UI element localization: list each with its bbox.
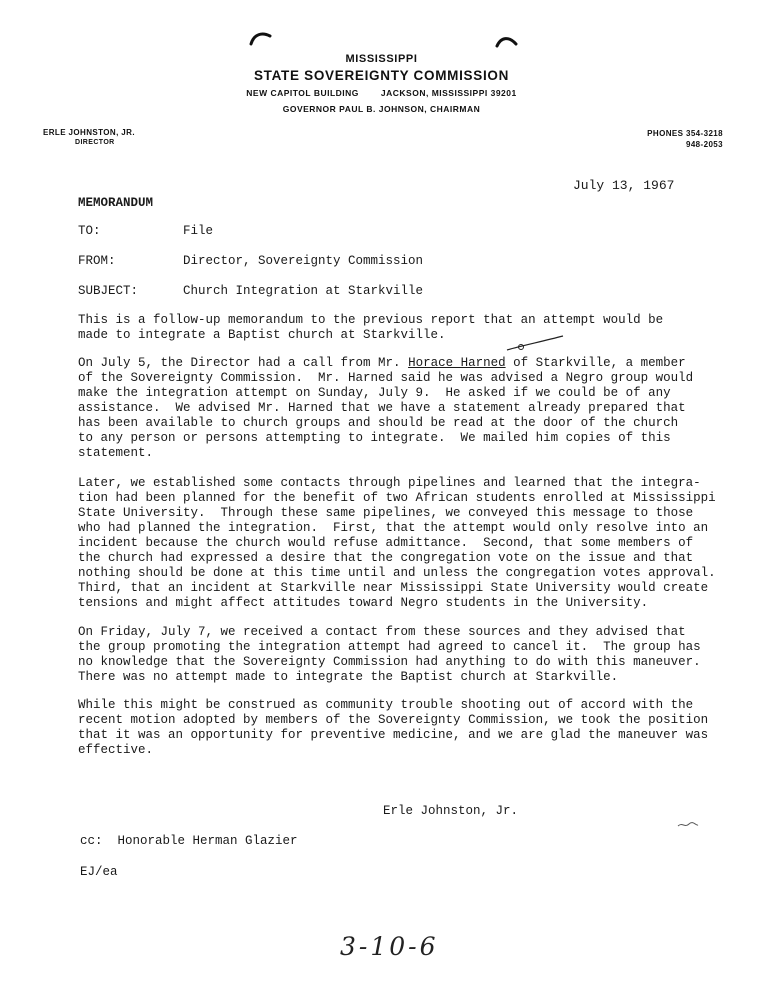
paragraph-line: statement. (78, 446, 154, 460)
from-value: Director, Sovereignty Commission (183, 254, 424, 268)
paragraph-line: no knowledge that the Sovereignty Commission had anything to do with this maneuver. (78, 655, 701, 669)
paragraph-line: of the Sovereignty Commission. Mr. Harned said he was advised a Negro group would (78, 371, 694, 385)
paragraph-line: recent motion adopted by members of the Sovereignty Commission, we took the position (78, 713, 709, 727)
paragraph-1 (78, 313, 728, 343)
paragraph-line: nothing should be done at this time until and unless the congregation votes approval. (78, 566, 716, 580)
phone-number-2: 948-2053 (685, 140, 723, 149)
paragraph-line (78, 356, 728, 371)
to-label: TO: (78, 224, 101, 238)
paragraph-line: assistance. We advised Mr. Harned that we have a statement already prepared that (78, 401, 686, 415)
memo-date: July 13, 1967 (573, 178, 675, 193)
text-run: On July 5, the Director had a call from Mr. (78, 356, 409, 370)
letterhead-state: MISSISSIPPI (345, 53, 418, 65)
paragraph-line: effective. (78, 743, 154, 757)
paragraph-2 (78, 356, 728, 461)
subject-label: SUBJECT: (78, 284, 139, 298)
paragraph-line: the group promoting the integration attempt had agreed to cancel it. The group has (78, 640, 701, 654)
corner-mark-left (248, 30, 272, 46)
typist-initials: EJ/ea (80, 865, 118, 879)
initial-scribble-mark (676, 820, 700, 830)
text-run: of Starkville, a member (505, 356, 686, 370)
paragraph-line: There was no attempt made to integrate the Baptist church at Starkville. (78, 670, 619, 684)
paragraph-line: who had planned the integration. First, that the attempt would only resolve into an (78, 521, 709, 535)
phone-number-1: PHONES 354-3218 (647, 129, 723, 138)
paragraph-line: make the integration attempt on Sunday, July 9. He asked if we could be of any (78, 386, 671, 400)
letterhead-governor: GOVERNOR PAUL B. JOHNSON, CHAIRMAN (282, 104, 481, 114)
subject-value: Church Integration at Starkville (183, 284, 424, 298)
memo-heading: MEMORANDUM (78, 196, 154, 210)
paragraph-line: tion had been planned for the benefit of two African students enrolled at Mississippi (78, 491, 716, 505)
letterhead-commission: STATE SOVEREIGNTY COMMISSION (253, 68, 510, 83)
paragraph-line: Later, we established some contacts through pipelines and learned that the integra- (78, 476, 701, 490)
letterhead-address (0, 88, 763, 98)
paragraph-line: tensions and might affect attitudes toward Negro students in the University. (78, 596, 649, 610)
director-name: ERLE JOHNSTON, JR. (43, 128, 135, 137)
pen-stroke-mark (505, 334, 565, 354)
director-title: DIRECTOR (75, 139, 115, 146)
paragraph-line: On Friday, July 7, we received a contact from these sources and they advised that (78, 625, 686, 639)
corner-mark-right (494, 34, 518, 48)
paragraph-line: While this might be construed as community trouble shooting out of accord with the (78, 698, 694, 712)
paragraph-4 (78, 625, 728, 685)
to-value: File (183, 224, 214, 238)
letterhead-city: JACKSON, MISSISSIPPI 39201 (380, 88, 517, 98)
paragraph-line: incident because the church would refuse admittance. Second, that some members of (78, 536, 694, 550)
handwritten-file-number: 3-10-6 (340, 932, 439, 961)
from-label: FROM: (78, 254, 116, 268)
paragraph-line: This is a follow-up memorandum to the previous report that an attempt would be (78, 313, 664, 327)
paragraph-line: the church had expressed a desire that the congregation vote on the issue and that (78, 551, 694, 565)
underlined-name: Horace Harned (408, 356, 506, 370)
paragraph-line: Third, that an incident at Starkville near Mississippi State University would create (78, 581, 709, 595)
letterhead-building: NEW CAPITOL BUILDING (246, 88, 359, 98)
paragraph-line: that it was an opportunity for preventive medicine, and we are glad the maneuver was (78, 728, 709, 742)
paragraph-3 (78, 476, 728, 611)
paragraph-line: to any person or persons attempting to integrate. We mailed him copies of this (78, 431, 671, 445)
signature-name: Erle Johnston, Jr. (383, 804, 519, 818)
paragraph-line: has been available to church groups and should be read at the door of the church (78, 416, 679, 430)
paragraph-line: made to integrate a Baptist church at Starkville. (78, 328, 446, 342)
paragraph-line: State University. Through these same pipelines, we conveyed this message to those (78, 506, 694, 520)
cc-line: cc: Honorable Herman Glazier (80, 834, 298, 848)
paragraph-5 (78, 698, 728, 758)
